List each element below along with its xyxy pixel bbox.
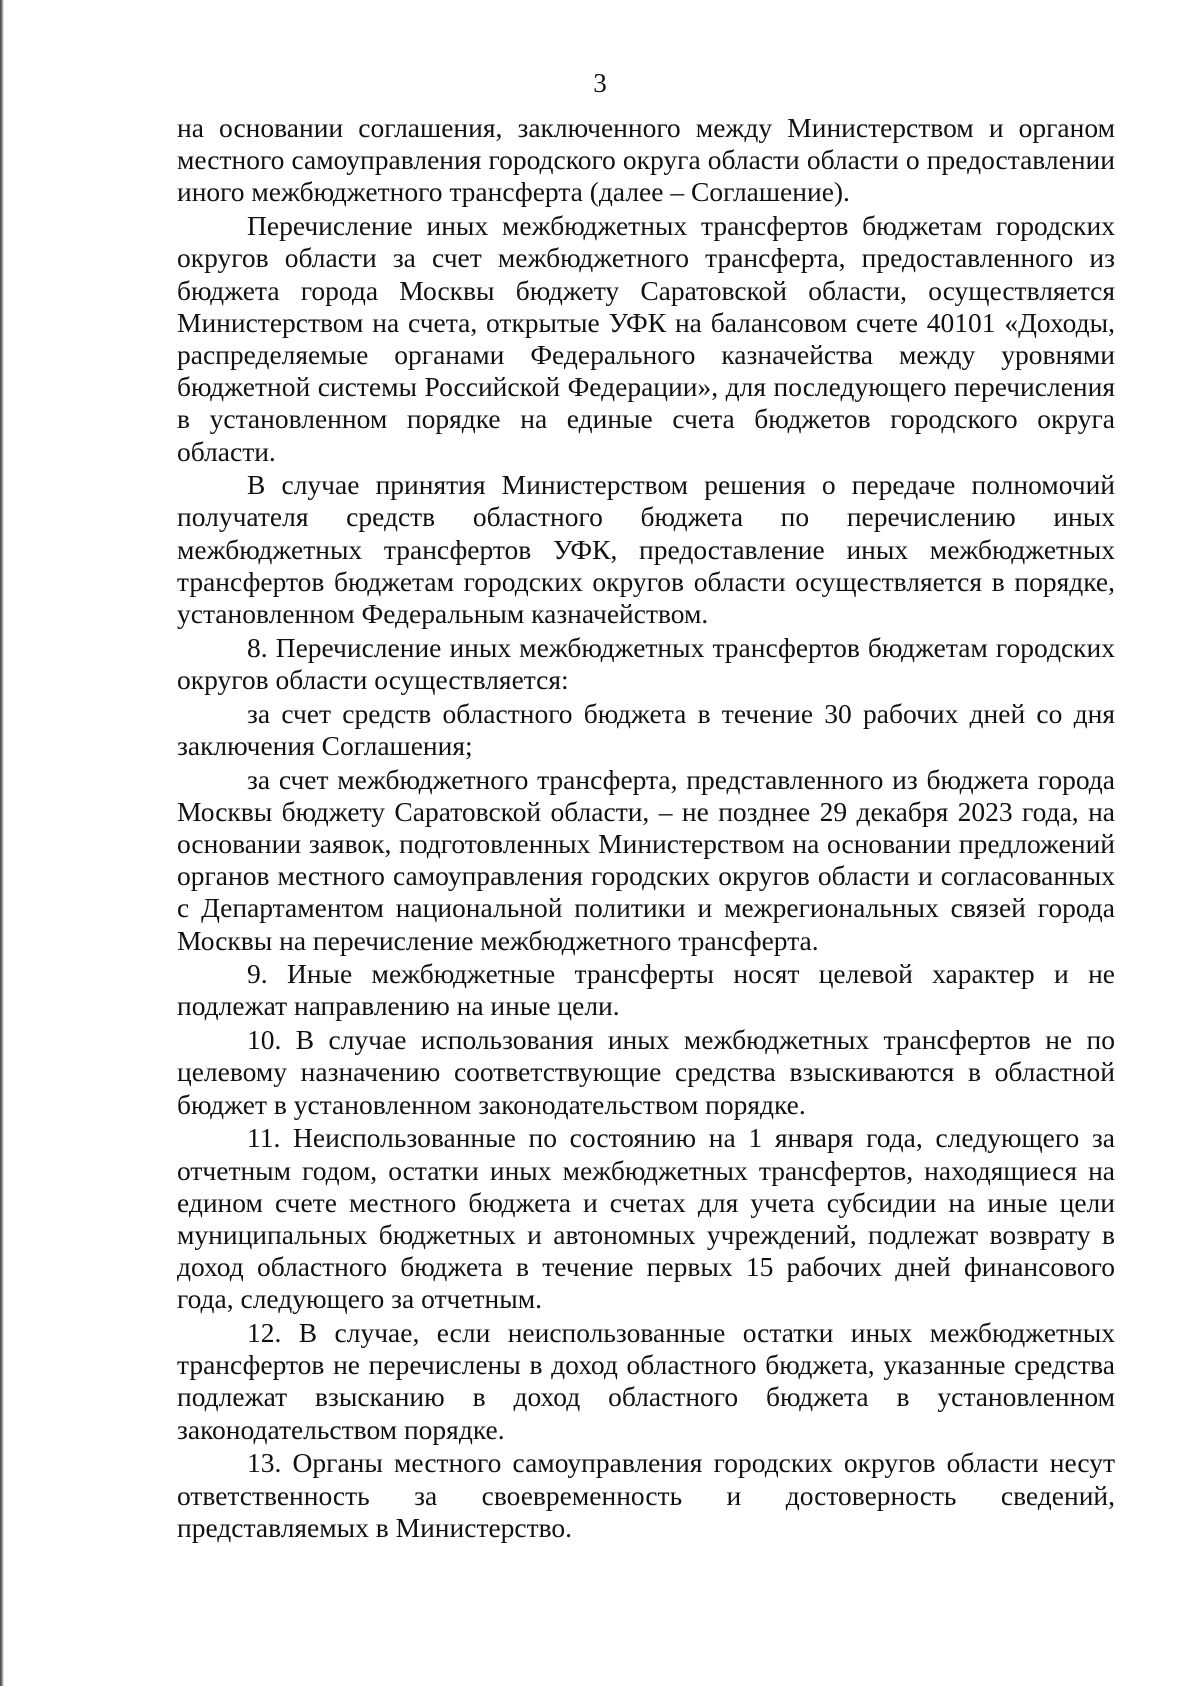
scan-edge bbox=[0, 0, 4, 1686]
paragraph-item-8-regional: за счет средств областного бюджета в течение 30 рабочих дней со дня заключения Соглашения; bbox=[177, 697, 1115, 761]
paragraph-item-12: 12. В случае, если неиспользованные остатки иных межбюджетных трансфертов не перечислены в доход областного бюджета, указанные средства подлежат взысканию в доход областного бюджета в установленном законодательством порядке. bbox=[177, 1317, 1115, 1445]
document-body bbox=[177, 112, 1115, 1545]
paragraph-item-10: 10. В случае использования иных межбюджетных трансфертов не по целевому назначению соответствующие средства взыскиваются в областной бюджет в установленном законодательством порядке. bbox=[177, 1024, 1115, 1120]
paragraph-transfer-moscow: Перечисление иных межбюджетных трансфертов бюджетам городских округов области за счет межбюджетного трансферта, предоставленного из бюджета города Москвы бюджету Саратовской области, осуществляется Министерством на счета, открытые УФК на балансовом счете 40101 «Доходы, распределяемые органами Федерального казначейства между уровнями бюджетной системы Российской Федерации», для последующего перечисления в установленном порядке на единые счета бюджетов городского округа области. bbox=[177, 210, 1115, 467]
paragraph-continuation: на основании соглашения, заключенного между Министерством и органом местного самоуправления городского округа области области о предоставлении иного межбюджетного трансферта (далее – Соглашение). bbox=[177, 112, 1115, 208]
paragraph-item-9: 9. Иные межбюджетные трансферты носят целевой характер и не подлежат направлению на иные цели. bbox=[177, 958, 1115, 1022]
paragraph-item-8-moscow: за счет межбюджетного трансферта, представленного из бюджета города Москвы бюджету Саратовской области, – не позднее 29 декабря 2023 года, на основании заявок, подготовленных Министерством на основании предложений органов местного самоуправления городских округов области и согласованных с Департаментом национальной политики и межрегиональных связей города Москвы на перечисление межбюджетного трансферта. bbox=[177, 763, 1115, 956]
paragraph-item-8: 8. Перечисление иных межбюджетных трансфертов бюджетам городских округов области осуществляется: bbox=[177, 631, 1115, 695]
paragraph-item-11: 11. Неиспользованные по состоянию на 1 января года, следующего за отчетным годом, остатки иных межбюджетных трансфертов, находящиеся на едином счете местного бюджета и счетах для учета субсидии на иные цели муниципальных бюджетных и автономных учреждений, подлежат возврату в доход областного бюджета в течение первых 15 рабочих дней финансового года, следующего за отчетным. bbox=[177, 1122, 1115, 1315]
paragraph-ufk-powers: В случае принятия Министерством решения о передаче полномочий получателя средств областного бюджета по перечислению иных межбюджетных трансфертов УФК, предоставление иных межбюджетных трансфертов бюджетам городских округов области осуществляется в порядке, установленном Федеральным казначейством. bbox=[177, 469, 1115, 630]
paragraph-item-13: 13. Органы местного самоуправления городских округов области несут ответственность за своевременность и достоверность сведений, представляемых в Министерство. bbox=[177, 1447, 1115, 1543]
page-number: 3 bbox=[593, 68, 607, 98]
